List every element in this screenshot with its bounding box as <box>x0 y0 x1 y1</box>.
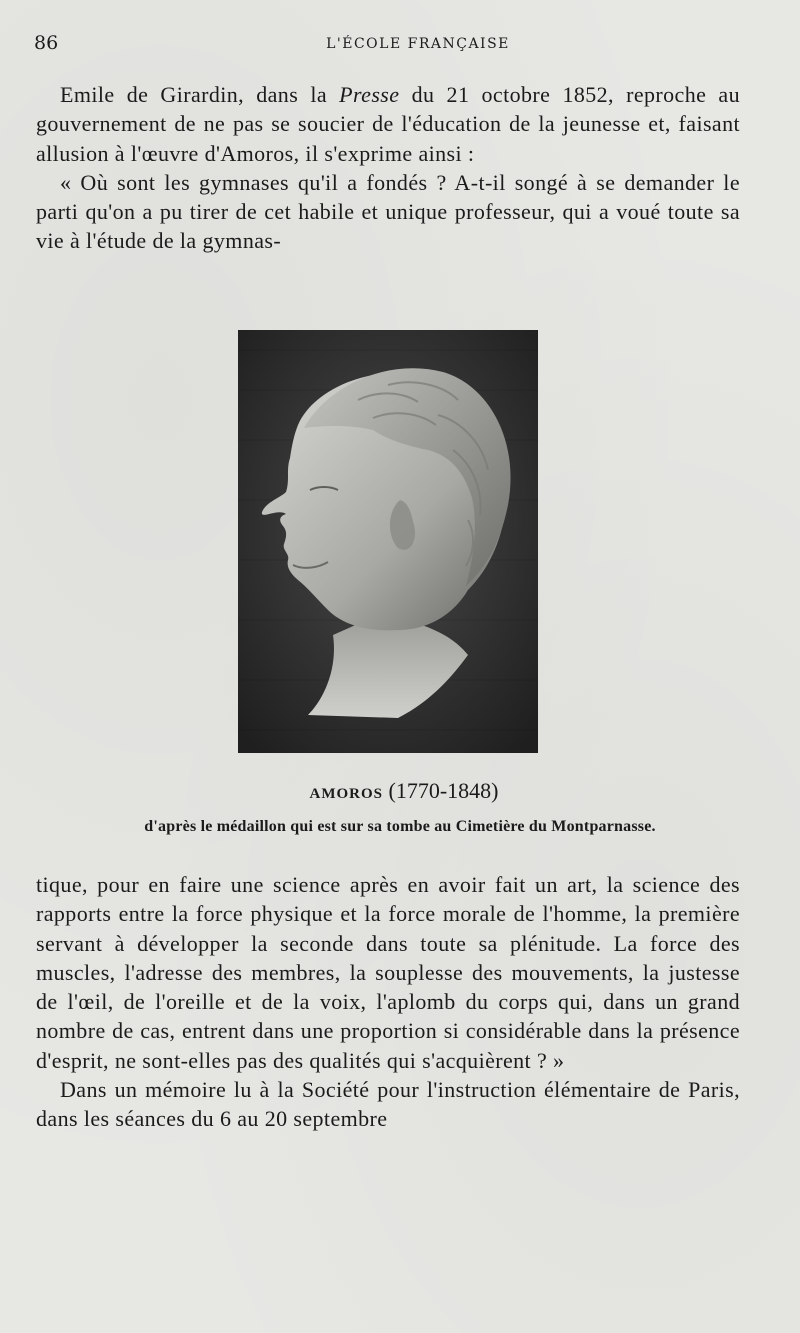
portrait-title <box>0 778 800 804</box>
paragraph-girardin-lead: Emile de Girardin, dans la <box>60 82 340 107</box>
top-text-block <box>36 80 740 256</box>
bottom-text-block <box>36 870 740 1134</box>
presse-title: Presse <box>339 82 400 107</box>
running-title: L'ÉCOLE FRANÇAISE <box>326 36 510 52</box>
paragraph-memoire: Dans un mémoire lu à la Société pour l'instruction élémentaire de Paris, dans les séances du 6 au 20 septembre <box>36 1077 740 1132</box>
medallion-profile-image <box>238 330 538 753</box>
paragraph-quote-end: tique, pour en faire une science après en avoir fait un art, la science des rapports entre la force physique et la force morale de l'homme, la première servant à développer la seconde dans toute sa plénitude. La force des muscles, l'adresse des membres, la souplesse des mouvements, la justesse de l'œil, de l'oreille et de la voix, l'aplomb du corps qui, dans un grand nombre de cas, entrent dans une proportion si considérable dans la présence d'esprit, ne sont-elles pas des qualités qui s'acquièrent ? » <box>36 872 740 1073</box>
portrait-name: AMOROS <box>309 786 383 802</box>
paragraph-girardin <box>36 80 740 168</box>
amoros-portrait <box>238 330 538 753</box>
running-header <box>34 32 742 56</box>
paragraph-quote-start: « Où sont les gymnases qu'il a fondés ? A-t-il songé à se demander le parti qu'on a pu tirer de cet habile et unique professeur, qui a voué toute sa vie à l'étude de la gymnas- <box>36 169 740 254</box>
paragraph-girardin-rest: du 21 octobre 1852, reproche au gouvernement de ne pas se soucier de l'éducation de la jeunesse et, faisant allusion à l'œuvre d'Amoros, il s'exprime ainsi : <box>36 82 740 166</box>
page-number: 86 <box>34 32 59 54</box>
portrait-dates: (1770-1848) <box>388 778 499 803</box>
portrait-caption: d'après le médaillon qui est sur sa tombe au Cimetière du Montparnasse. <box>144 818 656 835</box>
